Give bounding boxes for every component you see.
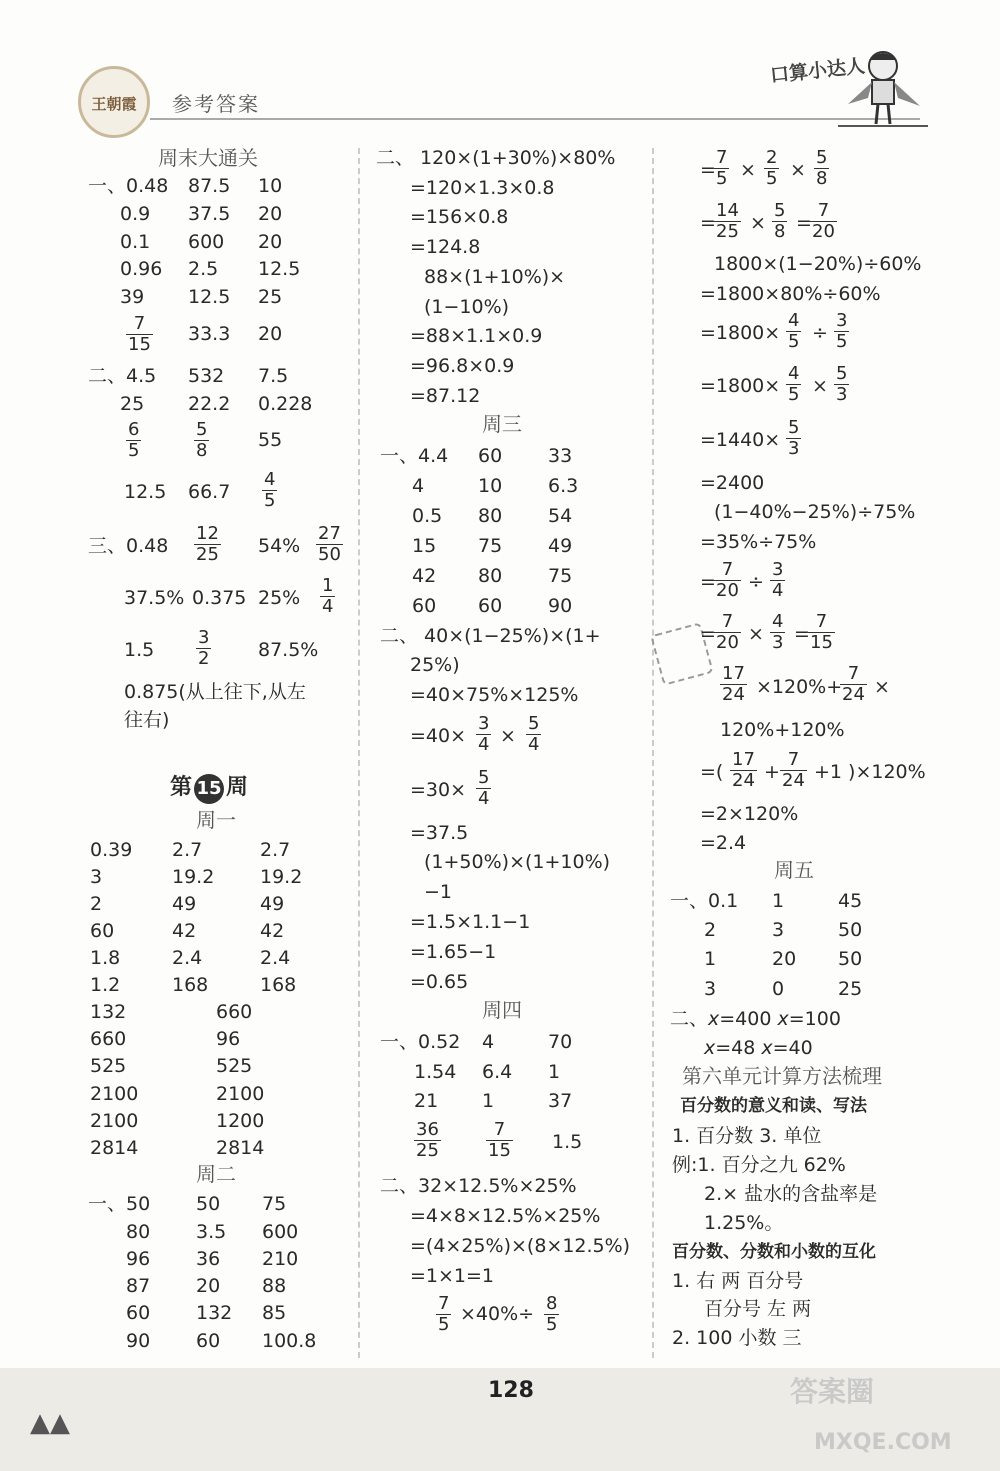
fraction: $\frac{27}{50}$ [318, 523, 341, 565]
equation-line: =37.5 [410, 822, 469, 844]
equation-line: =0.65 [410, 971, 469, 993]
answer-cell: 85 [262, 1302, 287, 1324]
week-prefix: 第 [170, 775, 193, 800]
answer-cell: 3 [772, 919, 785, 941]
answer-cell: 96 [126, 1248, 151, 1270]
answer-cell: 21 [414, 1090, 439, 1112]
equation-line: ÷ [748, 571, 764, 593]
answer-cell: 87.5 [188, 175, 231, 197]
answer-line: 2.× 盐水的含盐率是 [704, 1183, 878, 1205]
fraction: $\frac{7}{20}$ [716, 611, 739, 653]
equation-line: =2400 [700, 472, 765, 494]
equation-line: 120%+120% [720, 719, 845, 741]
answer-cell: 50 [838, 948, 863, 970]
answer-cell: 60 [478, 595, 503, 617]
answer-cell: 600 [262, 1221, 299, 1243]
answer-cell: 50 [196, 1193, 221, 1215]
week-number: 15 [194, 774, 224, 804]
fraction: $\frac{3}{5}$ [836, 310, 848, 352]
day-heading: 周四 [482, 998, 522, 1022]
answer-cell: 49 [260, 893, 285, 915]
answer-cell: 2.4 [172, 947, 203, 969]
answer-cell: 0.375 [192, 587, 247, 609]
equation-line: = [794, 623, 810, 645]
answer-cell: 3 [90, 866, 103, 888]
equation-line: =1×1=1 [410, 1265, 495, 1287]
equation-line: 二、 40×(1−25%)×(1+ [380, 625, 601, 647]
equation-line: =30× [410, 779, 467, 801]
fraction: $\frac{6}{5}$ [128, 419, 140, 461]
answer-cell: 132 [90, 1001, 127, 1023]
day-heading: 周五 [774, 858, 814, 882]
section-title: 周末大通关 [158, 146, 258, 170]
fraction: $\frac{4}{5}$ [264, 469, 276, 511]
answer-cell: 60 [412, 595, 437, 617]
mascot-icon [838, 48, 928, 128]
note-text: 往右) [124, 709, 170, 731]
answer-cell: 96 [216, 1028, 241, 1050]
answer-cell: 1 [772, 890, 785, 912]
answer-row: 一、4.4 [380, 445, 449, 467]
fraction: $\frac{2}{5}$ [766, 147, 778, 189]
answer-cell: 15 [412, 535, 437, 557]
answer-cell: 60 [90, 920, 115, 942]
answer-cell: 75 [548, 565, 573, 587]
answer-cell: 2100 [216, 1083, 265, 1105]
equation-line: × [500, 725, 516, 747]
answer-row: 一、0.52 [380, 1031, 461, 1053]
fraction: $\frac{4}{5}$ [788, 363, 800, 405]
fraction: $\frac{5}{4}$ [478, 767, 490, 809]
answer-cell: 42 [172, 920, 197, 942]
column-divider [358, 148, 360, 1358]
answer-cell: 210 [262, 1248, 299, 1270]
fraction: $\frac{17}{24}$ [722, 663, 745, 705]
answer-cell: 3.5 [196, 1221, 227, 1243]
watermark-logo: 答案圈 [790, 1375, 875, 1408]
answer-cell: 2814 [90, 1137, 139, 1159]
answer-cell: 20 [258, 323, 283, 345]
equation-line: =4×8×12.5%×25% [410, 1205, 601, 1227]
answer-cell: 25 [838, 978, 863, 1000]
subsection-title: 百分数的意义和读、写法 [680, 1096, 867, 1116]
equation-line: =96.8×0.9 [410, 355, 515, 377]
answer-cell: 10 [478, 475, 503, 497]
fraction: $\frac{7}{5}$ [716, 147, 728, 189]
equation-line: ×40%÷ [460, 1303, 535, 1325]
answer-cell: 22.2 [188, 393, 231, 415]
answer-cell: 0.96 [120, 258, 163, 280]
answer-cell: 100.8 [262, 1330, 317, 1352]
equation-line: ÷ [812, 322, 828, 344]
answer-cell: 1 [548, 1061, 561, 1083]
fraction: $\frac{5}{4}$ [528, 713, 540, 755]
answer-cell: 90 [126, 1330, 151, 1352]
fraction: $\frac{17}{24}$ [732, 749, 755, 791]
page-number: 128 [488, 1378, 534, 1403]
equation-line: =1800× [700, 375, 781, 397]
fraction: $\frac{7}{20}$ [812, 200, 835, 242]
answer-cell: 60 [126, 1302, 151, 1324]
equation-line: (1−10%) [424, 296, 510, 318]
answer-cell: 75 [478, 535, 503, 557]
fraction: $\frac{4}{5}$ [788, 310, 800, 352]
equation-line: 1800×(1−20%)÷60% [714, 253, 922, 275]
fraction: $\frac{5}{8}$ [774, 200, 786, 242]
equation-line: −1 [424, 881, 453, 903]
answer-cell: 25% [258, 587, 301, 609]
answer-row: 一、0.1 [670, 890, 739, 912]
answer-cell: 25 [120, 393, 145, 415]
equation-line: =1.65−1 [410, 941, 497, 963]
answer-cell: 0.1 [120, 231, 151, 253]
fraction: $\frac{7}{15}$ [488, 1119, 511, 1161]
equation-line: =(4×25%)×(8×12.5%) [410, 1235, 631, 1257]
equation-line: (1−40%−25%)÷75% [714, 501, 916, 523]
equation-line: =40×75%×125% [410, 684, 579, 706]
page-title: 参考答案 [172, 92, 260, 116]
answer-cell: 132 [196, 1302, 233, 1324]
answer-cell: 1 [482, 1090, 495, 1112]
answer-cell: 2814 [216, 1137, 265, 1159]
equation-line: = [700, 159, 716, 181]
tree-icon: ▲▲ [30, 1408, 70, 1438]
answer-cell: 1.54 [414, 1061, 457, 1083]
fraction: $\frac{7}{15}$ [128, 313, 151, 355]
answer-cell: 6.3 [548, 475, 579, 497]
answer-cell: 20 [258, 231, 283, 253]
answer-cell: 0.9 [120, 203, 151, 225]
fraction: $\frac{7}{20}$ [716, 559, 739, 601]
equation-line: =87.12 [410, 385, 481, 407]
answer-cell: 49 [548, 535, 573, 557]
answer-row: 三、0.48 [88, 535, 169, 557]
answer-cell: 525 [90, 1055, 127, 1077]
equation-line: = [700, 571, 716, 593]
answer-cell: 33 [548, 445, 573, 467]
equation-line: (1+50%)×(1+10%) [424, 851, 611, 873]
equation-line: 88×(1+10%)× [424, 266, 566, 288]
answer-row: 二、4.5 [88, 365, 157, 387]
answer-cell: 39 [120, 286, 145, 308]
page-header [0, 0, 1000, 140]
equation-line: + [764, 761, 780, 783]
fraction: $\frac{5}{8}$ [816, 147, 828, 189]
equation-line: =1.5×1.1−1 [410, 911, 531, 933]
brand-logo [78, 66, 150, 138]
answer-row: 一、50 [88, 1193, 151, 1215]
fraction: $\frac{1}{4}$ [322, 575, 334, 617]
equation-line: =124.8 [410, 236, 481, 258]
answer-cell: 20 [196, 1275, 221, 1297]
answer-cell: 2100 [90, 1110, 139, 1132]
equation-line: = [700, 212, 716, 234]
answer-cell: 37.5 [188, 203, 231, 225]
answer-cell: 1 [704, 948, 717, 970]
unit-title: 第六单元计算方法梳理 [682, 1064, 882, 1088]
equation-line: × [790, 159, 806, 181]
equation-line: × [874, 676, 890, 698]
answer-cell: 80 [478, 505, 503, 527]
answer-cell: 0.39 [90, 839, 133, 861]
answer-cell: 10 [258, 175, 283, 197]
answer-cell: 2100 [90, 1083, 139, 1105]
answer-cell: 532 [188, 365, 225, 387]
day-heading: 周三 [482, 412, 522, 436]
answer-cell: 60 [478, 445, 503, 467]
fraction: $\frac{3}{4}$ [772, 559, 784, 601]
answer-cell: 88 [262, 1275, 287, 1297]
answer-cell: 54 [548, 505, 573, 527]
answer-cell: 54% [258, 535, 301, 557]
answer-line: 1.25%。 [704, 1212, 784, 1234]
equation-line: =120×1.3×0.8 [410, 177, 555, 199]
answer-cell: 1.5 [124, 639, 155, 661]
equation-line: = [796, 212, 812, 234]
answer-cell: 2 [704, 919, 717, 941]
answer-cell: 2.5 [188, 258, 219, 280]
equation-line: =1800×80%÷60% [700, 283, 881, 305]
answer-cell: 2 [90, 893, 103, 915]
equation-line: × [748, 623, 764, 645]
answer-cell: 600 [188, 231, 225, 253]
equation-line: =156×0.8 [410, 206, 509, 228]
answer-cell: 36 [196, 1248, 221, 1270]
answer-row: 二、x=400 x=100 [670, 1008, 841, 1030]
equation-line: =35%÷75% [700, 531, 817, 553]
equation-line: 二、32×12.5%×25% [380, 1175, 577, 1197]
answer-cell: 7.5 [258, 365, 289, 387]
fraction: $\frac{8}{5}$ [546, 1293, 558, 1335]
fraction: $\frac{7}{24}$ [842, 663, 865, 705]
fraction: $\frac{7}{24}$ [782, 749, 805, 791]
answer-cell: 3 [704, 978, 717, 1000]
column-divider [652, 148, 654, 1358]
week-suffix: 周 [226, 775, 249, 800]
answer-cell: 75 [262, 1193, 287, 1215]
equation-line: = [700, 623, 716, 645]
answer-cell: 90 [548, 595, 573, 617]
answer-line: 2. 100 小数 三 [672, 1327, 802, 1349]
answer-cell: 525 [216, 1055, 253, 1077]
answer-cell: 37 [548, 1090, 573, 1112]
fraction: $\frac{3}{4}$ [478, 713, 490, 755]
answer-cell: 42 [260, 920, 285, 942]
logo-text: 王朝霞 [91, 95, 137, 113]
equation-line: =2.4 [700, 832, 747, 854]
equation-line: × [812, 375, 828, 397]
answer-cell: 87 [126, 1275, 151, 1297]
answer-cell: 0.5 [412, 505, 443, 527]
answer-cell: 2.7 [260, 839, 291, 861]
answer-cell: 66.7 [188, 481, 231, 503]
answer-cell: 1.8 [90, 947, 121, 969]
equation-line: 二、 120×(1+30%)×80% [376, 147, 616, 169]
answer-cell: 55 [258, 429, 283, 451]
answer-cell: 20 [258, 203, 283, 225]
equation-line: =1440× [700, 429, 781, 451]
answer-line: 1. 百分数 3. 单位 [672, 1125, 822, 1147]
equation-line: =1800× [700, 322, 781, 344]
answer-cell: 42 [412, 565, 437, 587]
answer-cell: 12.5 [124, 481, 167, 503]
fraction: $\frac{5}{8}$ [196, 419, 208, 461]
answer-cell: 4 [412, 475, 425, 497]
answer-cell: 1.5 [552, 1131, 583, 1153]
answer-cell: 25 [258, 286, 283, 308]
answer-cell: 12.5 [258, 258, 301, 280]
answer-line: 例:1. 百分之九 62% [672, 1154, 846, 1176]
answer-cell: 168 [172, 974, 209, 996]
fraction: $\frac{14}{25}$ [716, 200, 739, 242]
equation-line: =( [700, 761, 724, 783]
answer-cell: 4 [482, 1031, 495, 1053]
answer-cell: 6.4 [482, 1061, 513, 1083]
day-heading: 周二 [196, 1162, 236, 1186]
answer-cell: 12.5 [188, 286, 231, 308]
fraction: $\frac{36}{25}$ [416, 1119, 439, 1161]
answer-cell: 1.2 [90, 974, 121, 996]
fraction: $\frac{5}{3}$ [788, 417, 800, 459]
answer-line: 百分号 左 两 [704, 1298, 812, 1320]
note-text: 0.875(从上往下,从左 [124, 681, 306, 703]
equation-line: +1 )×120% [814, 761, 926, 783]
equation-line: × [740, 159, 756, 181]
answer-cell: 33.3 [188, 323, 231, 345]
answer-cell: 49 [172, 893, 197, 915]
answer-line: 1. 右 两 百分号 [672, 1270, 804, 1292]
answer-cell: 0.228 [258, 393, 313, 415]
answer-cell: 80 [126, 1221, 151, 1243]
answer-row: 一、0.48 [88, 175, 169, 197]
answer-row: x=48 x=40 [704, 1037, 813, 1059]
answer-cell: 19.2 [172, 866, 215, 888]
answer-cell: 660 [90, 1028, 127, 1050]
answer-cell: 2.7 [172, 839, 203, 861]
fraction: $\frac{5}{3}$ [836, 363, 848, 405]
answer-cell: 70 [548, 1031, 573, 1053]
answer-cell: 37.5% [124, 587, 185, 609]
answer-cell: 20 [772, 948, 797, 970]
fraction: $\frac{3}{2}$ [198, 627, 210, 669]
answer-cell: 80 [478, 565, 503, 587]
answer-cell: 19.2 [260, 866, 303, 888]
equation-line: =2×120% [700, 803, 799, 825]
fraction: $\frac{7}{15}$ [810, 611, 833, 653]
equation-line: × [750, 212, 766, 234]
mascot-caption: 口算小达人 [769, 55, 866, 87]
answer-cell: 168 [260, 974, 297, 996]
watermark-url: MXQE.COM [814, 1430, 952, 1455]
answer-cell: 60 [196, 1330, 221, 1352]
fraction: $\frac{12}{25}$ [196, 523, 219, 565]
answer-cell: 0 [772, 978, 785, 1000]
answer-cell: 2.4 [260, 947, 291, 969]
answer-cell: 50 [838, 919, 863, 941]
header-divider [150, 118, 920, 120]
answer-cell: 660 [216, 1001, 253, 1023]
fraction: $\frac{4}{3}$ [772, 611, 784, 653]
equation-line: =40× [410, 725, 467, 747]
week-heading [170, 770, 248, 804]
day-heading: 周一 [196, 808, 236, 832]
equation-line: ×120%+ [756, 676, 843, 698]
equation-line: 25%) [410, 654, 460, 676]
equation-line: =88×1.1×0.9 [410, 325, 543, 347]
fraction: $\frac{7}{5}$ [438, 1293, 450, 1335]
answer-cell: 87.5% [258, 639, 319, 661]
answer-cell: 1200 [216, 1110, 265, 1132]
subsection-title: 百分数、分数和小数的互化 [672, 1242, 876, 1262]
answer-cell: 45 [838, 890, 863, 912]
